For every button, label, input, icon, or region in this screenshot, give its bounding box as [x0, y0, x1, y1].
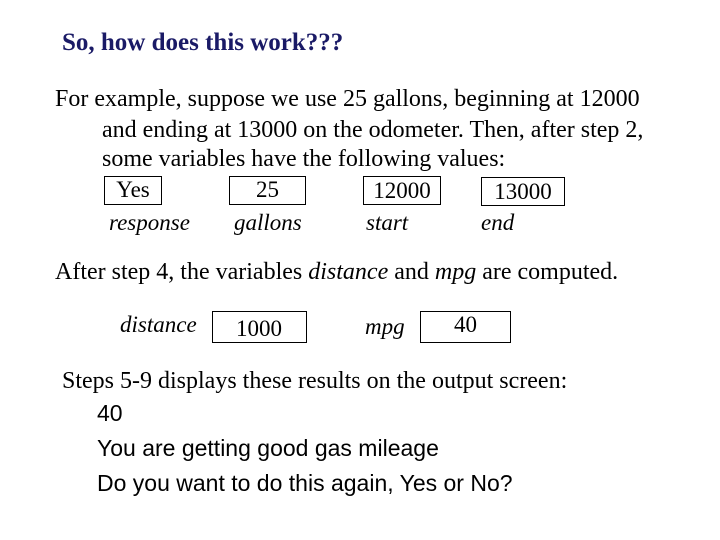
- intro-line-1: For example, suppose we use 25 gallons, beginning at 12000: [55, 86, 640, 112]
- step4-suffix: are computed.: [476, 259, 619, 285]
- start-label: start: [366, 210, 409, 235]
- start-value: 12000: [373, 177, 431, 203]
- gallons-label: gallons: [234, 210, 302, 235]
- start-value-box: [363, 176, 441, 205]
- step4-mid: and: [388, 259, 435, 285]
- output-line-2: You are getting good gas mileage: [97, 435, 439, 461]
- response-value: Yes: [116, 177, 150, 202]
- mpg-value-box: [420, 311, 511, 343]
- slide-title: So, how does this work???: [62, 29, 344, 56]
- end-value: 13000: [494, 179, 552, 204]
- intro-line-2: and ending at 13000 on the odometer. Then, after step 2,: [102, 117, 644, 143]
- step4-prefix: After step 4, the variables: [55, 259, 309, 285]
- steps-text: Steps 5-9 displays these results on the output screen:: [62, 368, 568, 394]
- output-line-1: 40: [97, 400, 123, 426]
- response-label: response: [109, 210, 190, 235]
- mpg-value: 40: [454, 312, 477, 337]
- output-line-3: Do you want to do this again, Yes or No?: [97, 470, 513, 496]
- response-value-box: [104, 176, 162, 205]
- gallons-value: 25: [256, 177, 279, 202]
- gallons-value-box: [229, 176, 306, 205]
- step4-var-distance: distance: [308, 259, 389, 285]
- distance-label: distance: [120, 312, 197, 337]
- end-label: end: [481, 210, 515, 235]
- intro-line-3: some variables have the following values:: [102, 146, 506, 172]
- distance-value: 1000: [236, 316, 282, 341]
- step4-var-mpg: mpg: [434, 259, 477, 285]
- mpg-label: mpg: [365, 314, 405, 339]
- distance-value-box: [212, 311, 307, 343]
- end-value-box: [481, 177, 565, 206]
- step4-sentence: [55, 256, 618, 289]
